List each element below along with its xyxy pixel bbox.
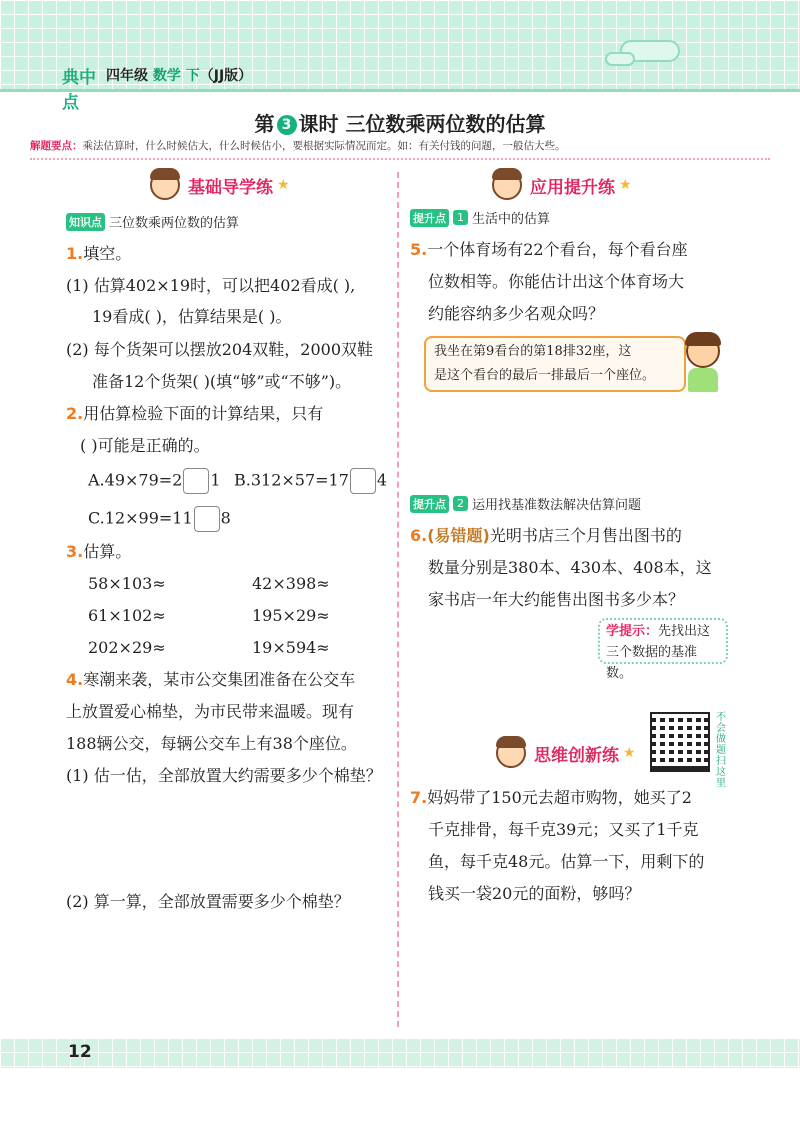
star-icon: ★ [623,745,636,761]
q7-line3: 鱼，每千克48元。估算一下，用剩下的 [428,852,705,871]
edition-label: （JJ版） [199,68,253,84]
star-icon: ★ [277,177,290,193]
page-title: 第 3 课时 三位数乘两位数的估算 [254,112,546,136]
knowledge-tag: 知识点 [66,213,105,231]
q5-line2: 位数相等。你能估计出这个体育场大 [428,272,685,291]
subject-label: 数学 下 [152,68,200,84]
answer-box [350,468,376,494]
question-7: 7.妈妈带了150元去超市购物，她买了2 [410,788,692,807]
lesson-number: 3 [277,115,297,135]
question-4: 4.寒潮来袭，某市公交集团准备在公交车 [66,670,356,689]
q2-option-c: C.12×99=11 8 [88,506,231,532]
footer-band [0,1038,800,1068]
grade-label: 四年级 [106,68,148,84]
q6-line3: 家书店一年大约能售出图书多少本？ [428,590,685,609]
qr-code[interactable] [650,712,710,772]
q2-option-a: A.49×79=2 1 [88,468,221,494]
q4-part2: (2) 算一算，全部放置需要多少个棉垫？ [66,892,350,911]
q2-option-b: B.312×57=17 4 [234,468,387,494]
q4-line2: 上放置爱心棉垫，为市民带来温暖。现有 [66,702,355,721]
knowledge-point: 知识点 三位数乘两位数的估算 [66,212,239,231]
error-prone-tag: (易错题) [427,526,490,545]
page-number: 12 [68,1042,92,1062]
header-info [106,65,252,85]
question-6: 6.(易错题)光明书店三个月售出图书的 [410,526,682,545]
q1-part2-line2: 准备12个货架( )(填“够”或“不够”)。 [92,372,352,391]
estimate-item: 19×594≈ [252,638,330,657]
q2-line2: ( )可能是正确的。 [80,436,210,455]
estimate-item: 195×29≈ [252,606,330,625]
question-2: 2.用估算检验下面的计算结果，只有 [66,404,324,423]
question-1: 1.填空。 [66,244,132,263]
column-divider [397,172,399,1027]
estimate-item: 61×102≈ [88,606,166,625]
q1-part1-line1: (1) 估算402×19时，可以把402看成( ), [66,276,356,295]
q1-part1-line2: 19看成( )，估算结果是( )。 [92,307,292,326]
section-application: 应用提升练 ★ [492,170,632,200]
kid-icon [150,170,180,200]
q6-line2: 数量分别是380本、430本、408本，这 [428,558,712,577]
q7-line2: 千克排骨，每千克39元；又买了1千克 [428,820,699,839]
boy-illustration [680,332,726,392]
qr-caption: 不会做题扫这里 [716,712,726,789]
improve-point-1: 提升点 1 生活中的估算 [410,208,550,227]
section-thinking: 思维创新练 ★ [496,738,636,768]
section-basic: 基础导学练 ★ [150,170,290,200]
estimate-item: 58×103≈ [88,574,166,593]
estimate-item: 202×29≈ [88,638,166,657]
cloud-decoration-small [605,52,635,66]
kid-icon [492,170,522,200]
q5-line3: 约能容纳多少名观众吗？ [428,304,605,323]
q4-part1: (1) 估一估，全部放置大约需要多少个棉垫？ [66,766,382,785]
brand-logo: 典中点 [62,68,96,113]
star-icon: ★ [619,177,632,193]
q7-line4: 钱买一袋20元的面粉，够吗？ [428,884,641,903]
kid-icon [496,738,526,768]
speech-bubble: 我坐在第9看台的第18排32座，这 是这个看台的最后一排最后一个座位。 [424,336,686,392]
answer-box [194,506,220,532]
estimate-item: 42×398≈ [252,574,330,593]
improve-point-2: 提升点 2 运用找基准数法解决估算问题 [410,494,641,513]
solving-tip: 解题要点：乘法估算时，什么时候估大，什么时候估小，要根据实际情况而定。如：有关付钱的问题，一般估大些。 [30,138,770,160]
question-3: 3.估算。 [66,542,132,561]
question-5: 5.一个体育场有22个看台，每个看台座 [410,240,688,259]
q1-part2-line1: (2) 每个货架可以摆放204双鞋，2000双鞋 [66,340,374,359]
hint-box: 学提示：先找出这 三个数据的基准数。 [598,618,728,664]
q4-line3: 188辆公交，每辆公交车上有38个座位。 [66,734,357,753]
answer-box [183,468,209,494]
